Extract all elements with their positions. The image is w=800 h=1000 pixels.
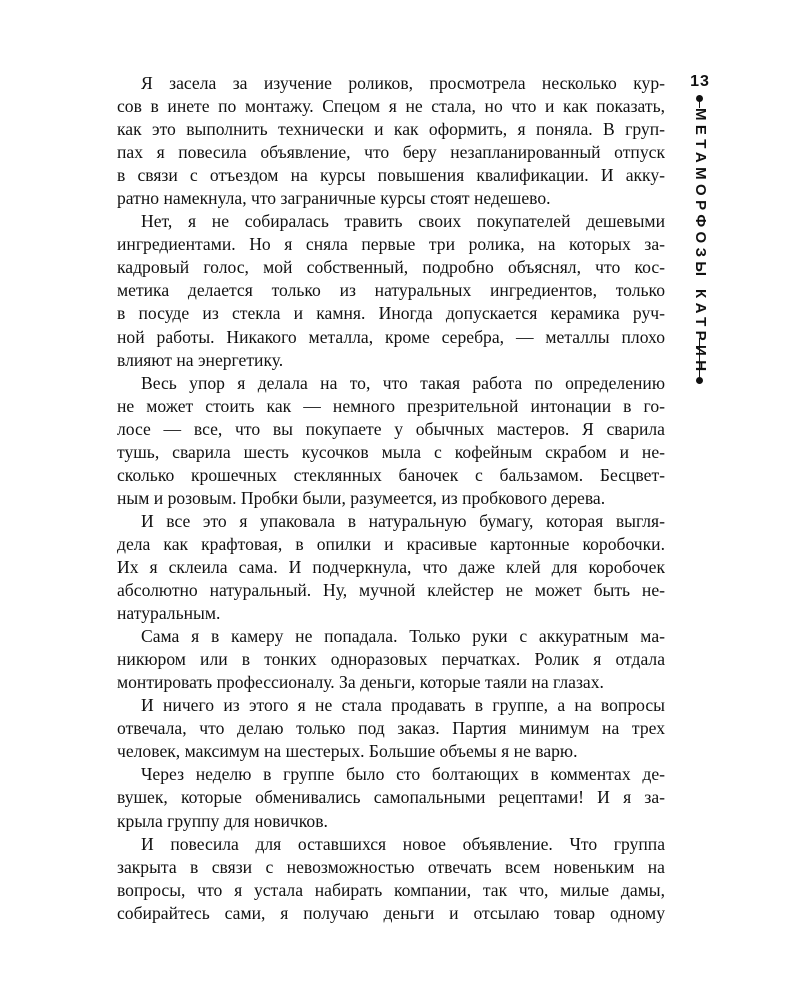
text-line: натуральным. [117, 603, 221, 624]
text-line: человек, максимум на шестерых. Большие объемы я не варю. [117, 741, 578, 762]
text-line: в посуде из стекла и камня. Иногда допускается керамика руч- [117, 303, 665, 324]
paragraph-first-line: И повесила для оставшихся новое объявление. Что группа [141, 833, 665, 854]
text-line: ратно намекнула, что заграничные курсы стоят недешево. [117, 188, 551, 209]
text-line: кадровый голос, мой собственный, подробно объяснял, что кос- [117, 257, 665, 278]
paragraph-first-line: Через неделю в группе было сто болтающих в комментах де- [141, 764, 665, 785]
text-line: влияют на энергетику. [117, 349, 284, 370]
rule-dot-bottom [696, 377, 703, 384]
body-text [117, 72, 665, 925]
paragraph-first-line: Сама я в камеру не попадала. Только руки с аккуратным ма- [141, 626, 665, 647]
text-line: вопросы, что я устала набирать компании, так что, милые дамы, [117, 879, 665, 900]
text-line: сов в инете по монтажу. Спецом я не стала, но что и как показать, [117, 96, 665, 117]
text-line: отвечала, что делаю только под заказ. Партия минимум на трех [117, 718, 665, 739]
page-number: 13 [690, 73, 710, 90]
text-line: крыла группу для новичков. [117, 810, 328, 831]
text-line: закрыта в связи с невозможностью отвечать всем новеньким на [117, 856, 665, 877]
rule-dot-top [696, 95, 703, 102]
text-line: ным и розовым. Пробки были, разумеется, из пробкового дерева. [117, 487, 606, 508]
text-line: дела как крафтовая, в опилки и красивые картонные коробочки. [117, 533, 665, 554]
paragraph-first-line: И ничего из этого я не стала продавать в группе, а на вопросы [141, 695, 665, 716]
paragraph-first-line: Я засела за изучение роликов, просмотрела несколько кур- [141, 73, 665, 93]
running-book-title: МЕТАМОРФОЗЫ КАТРИН [692, 108, 709, 376]
text-line: сколько крошечных стеклянных баночек с бальзамом. Бесцвет- [117, 464, 665, 485]
paragraph-first-line: И все это я упаковала в натуральную бумагу, которая выгля- [141, 510, 665, 531]
text-line: метика делается только из натуральных ингредиентов, только [117, 280, 665, 301]
text-line: тушь, сварила шесть кусочков мыла с кофейным скрабом и не- [117, 441, 665, 462]
text-line: в связи с отъездом на курсы повышения квалификации. И акку- [117, 165, 665, 186]
text-line: ной работы. Никакого металла, кроме серебра, — металлы плохо [117, 326, 665, 347]
paragraph-first-line: Нет, я не собиралась травить своих покупателей дешевыми [141, 211, 665, 232]
text-line: абсолютно натуральный. Ну, мучной клейстер не может быть не- [117, 580, 665, 601]
text-line: вушек, которые обменивались самопальными рецептами! И я за- [117, 787, 665, 808]
text-line: монтировать профессионалу. За деньги, которые таяли на глазах. [117, 672, 604, 693]
text-line: как это выполнить технически и как оформить, я поняла. В груп- [117, 119, 665, 140]
text-line: пах я повесила объявление, что беру незапланированный отпуск [117, 142, 665, 163]
paragraph-first-line: Весь упор я делала на то, что такая работа по определению [141, 372, 665, 393]
text-line: ингредиентами. Но я сняла первые три ролика, на которых за- [117, 234, 665, 255]
text-line: лосе — все, что вы покупаете у обычных мастеров. Я сварила [117, 418, 665, 439]
text-line: собирайтесь сами, я получаю деньги и отсылаю товар одному [117, 902, 665, 923]
text-line: никюром или в тонких одноразовых перчатках. Ролик я отдала [117, 649, 665, 670]
text-line: Их я склеила сама. И подчеркнула, что даже клей для коробочек [117, 556, 665, 577]
text-line: не может стоить как — немного презрительной интонации в го- [117, 395, 665, 416]
